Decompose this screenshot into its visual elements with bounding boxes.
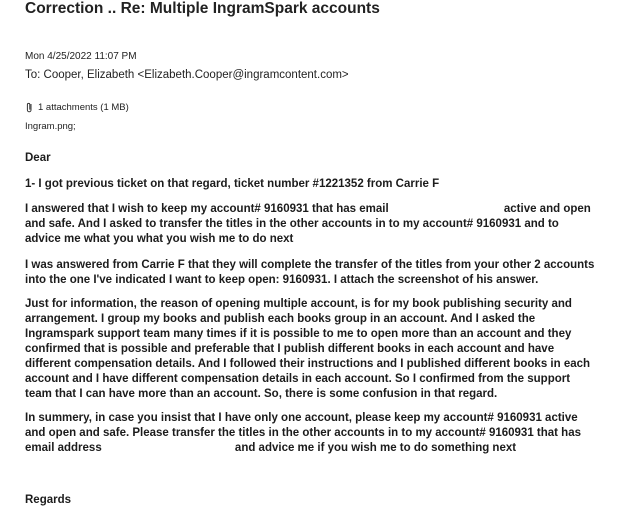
paragraph-5: [25, 411, 595, 456]
closing: Regards: [25, 494, 72, 506]
paperclip-icon: [25, 102, 34, 113]
paragraph-2-part-b: active and open and safe. And I asked to transfer the titles in the other accounts in to my account# 9160931 and to advice me what you what you wish me to do next: [25, 203, 591, 245]
paragraph-2-part-a: I answered that I wish to keep my account# 9160931 that has email: [25, 203, 389, 215]
paragraph-1: 1- I got previous ticket on that regard, ticket number #1221352 from Carrie F: [25, 178, 440, 190]
greeting: Dear: [25, 152, 51, 164]
email-date: Mon 4/25/2022 11:07 PM: [25, 51, 137, 62]
email-recipient[interactable]: To: Cooper, Elizabeth <Elizabeth.Cooper@ingramcontent.com>: [25, 69, 349, 81]
paragraph-5-part-a: In summery, in case you insist that I have only one account, please keep my account# 9160931 active and open and safe. Please transfer the titles in the other accounts in to my account# 9160931 that has email address: [25, 412, 581, 454]
paragraph-2: [25, 202, 595, 247]
attachments-row[interactable]: [25, 102, 129, 113]
paragraph-4: Just for information, the reason of opening multiple account, is for my book publishing security and arrangement. I group my books and publish each books group in an account. And I asked the Ingramspark support team many times if it is possible to me to open more than an account and they confirmed that is possible and preferable that I publish different books in each account and have different compensation details. And I followed their instructions and I published different books in each account and I have different compensation details in each account. So I confirmed from the support team that I can have more than an account. So, there is some confusion in that regard.: [25, 298, 591, 400]
email-subject: Correction .. Re: Multiple IngramSpark accounts: [25, 0, 380, 17]
paragraph-5-part-b: and advice me if you wish me to do something next: [234, 442, 517, 454]
attachment-file[interactable]: Ingram.png;: [25, 121, 76, 132]
paragraph-3: I was answered from Carrie F that they will complete the transfer of the titles from your other 2 accounts into the one I've indicated I want to keep open: 9160931. I attach the screenshot of his answer.: [25, 259, 595, 286]
attachments-summary: 1 attachments (1 MB): [38, 102, 129, 113]
